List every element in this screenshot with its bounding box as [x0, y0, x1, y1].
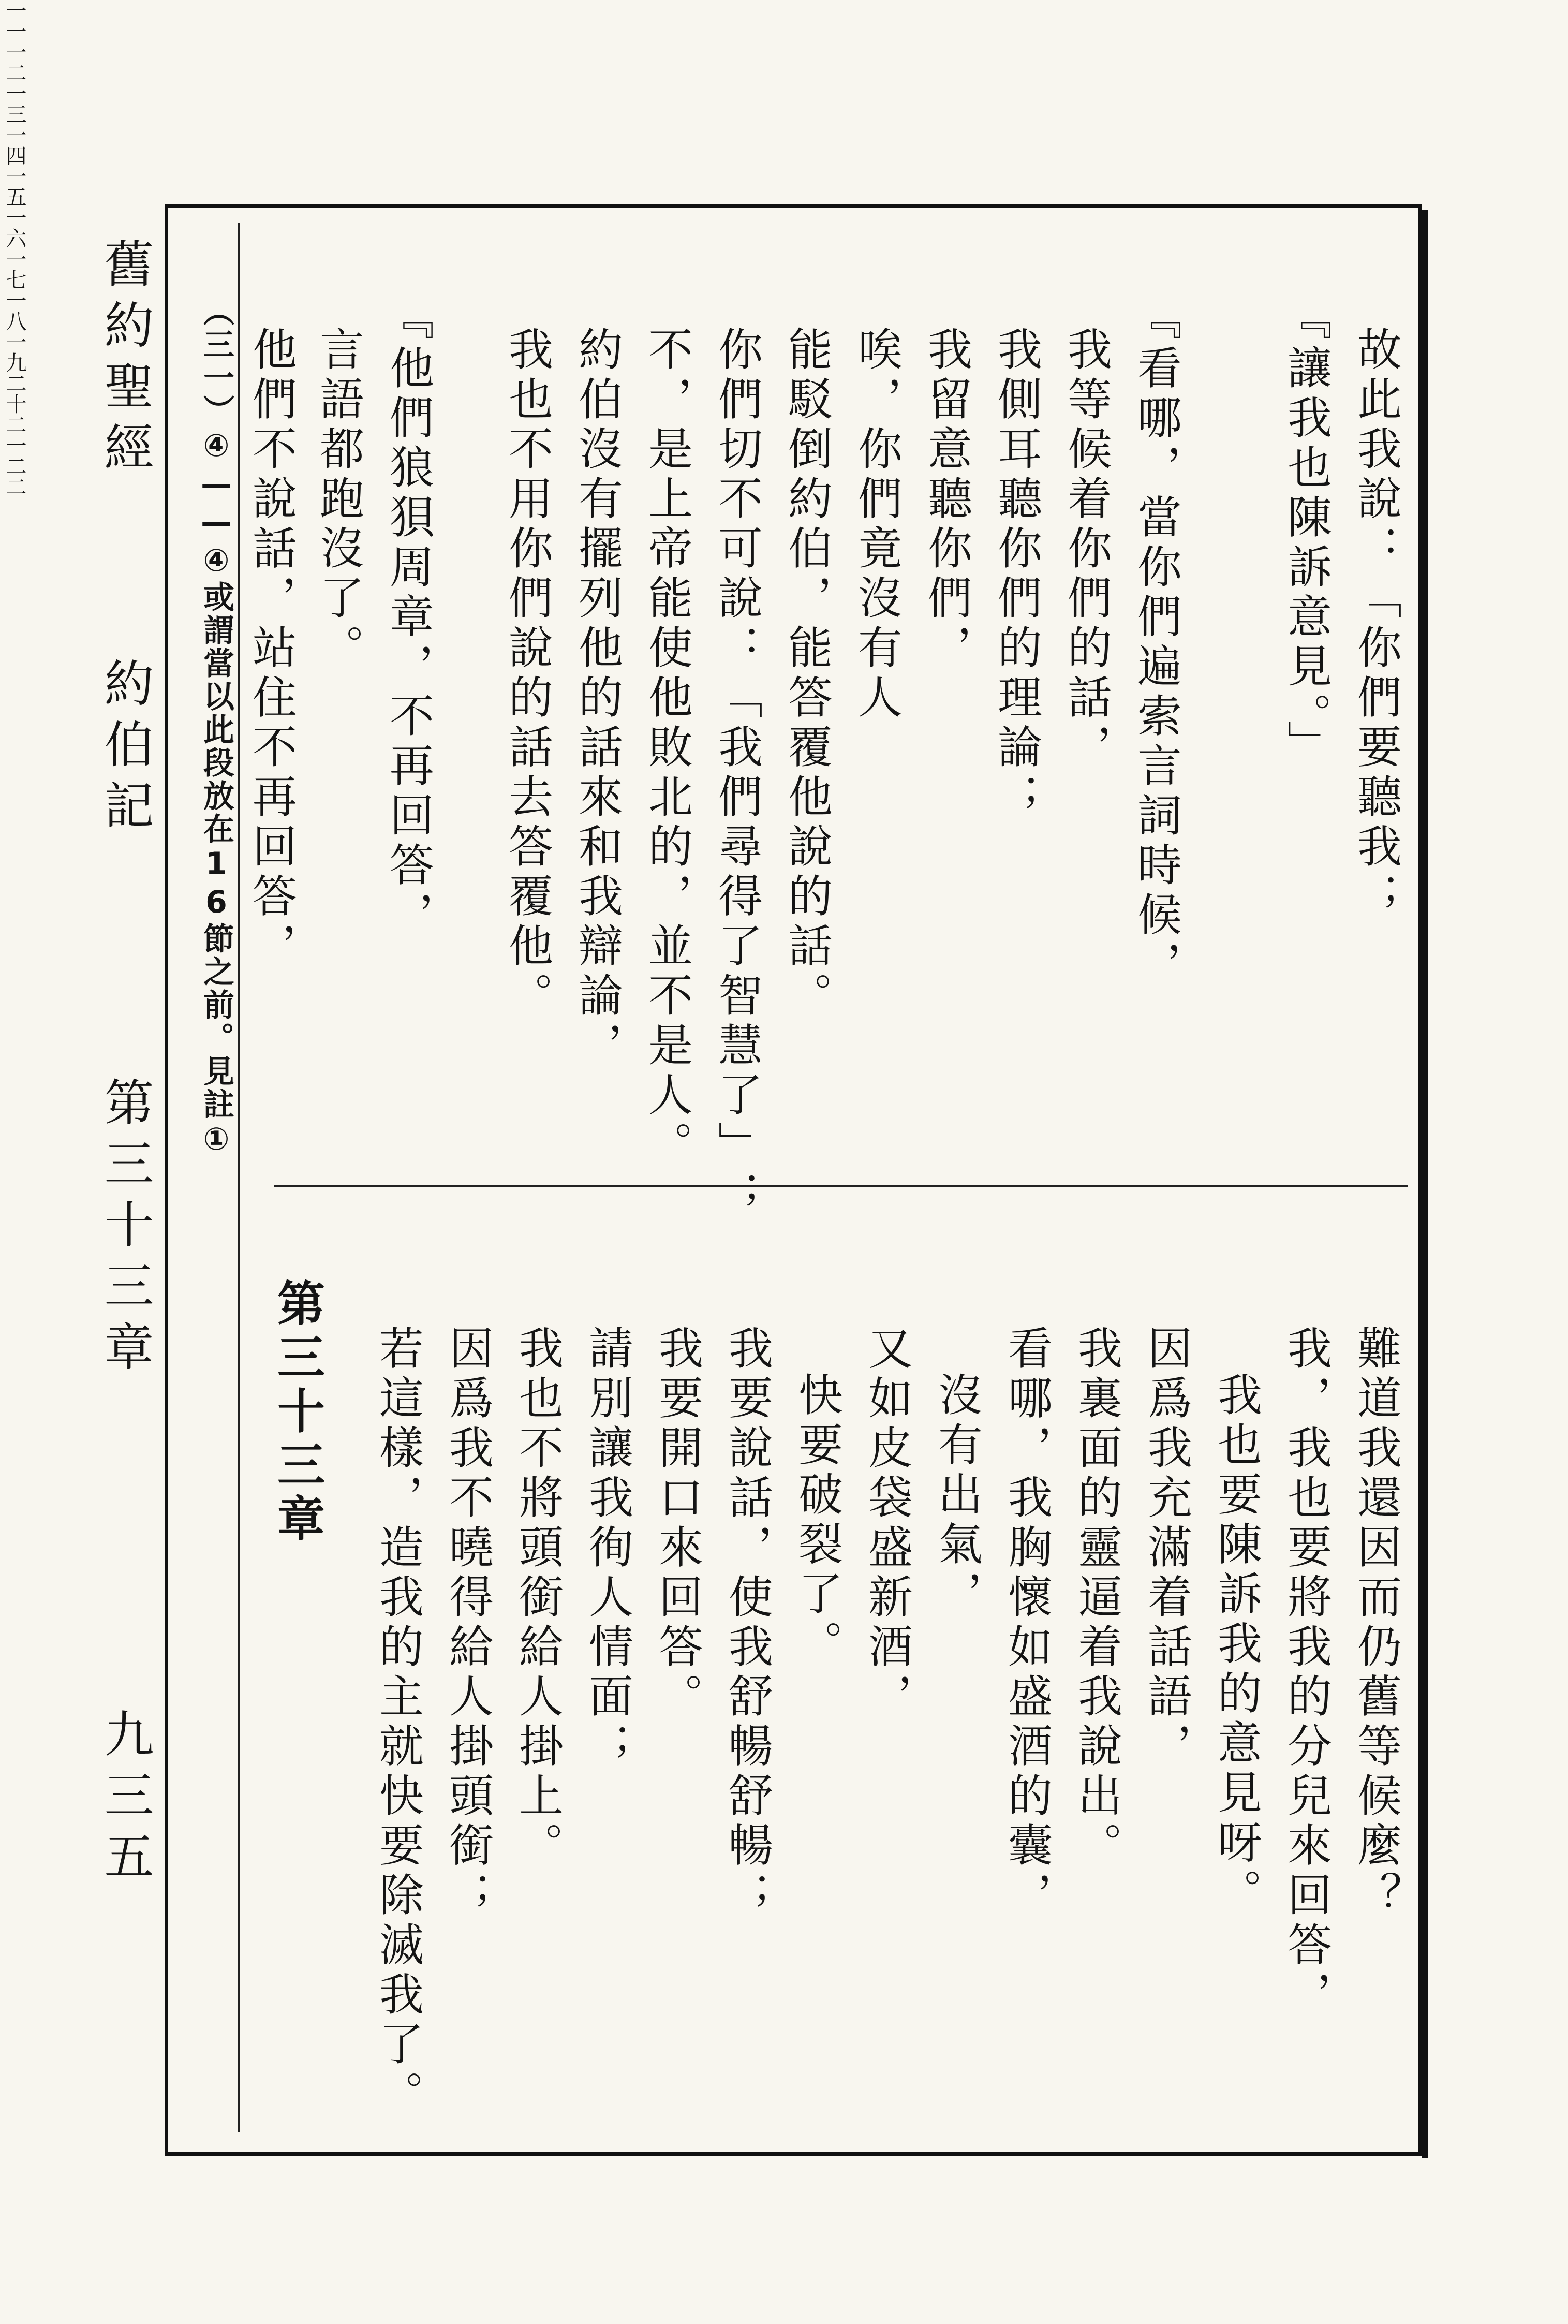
verse-number: 一二 [3, 41, 26, 83]
section-divider [274, 1185, 1408, 1187]
book-name: 約伯記 [96, 657, 154, 841]
frame-shadow [1422, 210, 1428, 2158]
verse-number: 一六 [3, 207, 26, 248]
verse-number: 二十 [3, 373, 26, 414]
verse-line: 他們不說話，站住不再回答， [245, 326, 297, 972]
verse-line: 我要開口來回答。 [651, 1325, 703, 1723]
verse-line: 『看哪，當你們遍索言詞時候， [1130, 295, 1181, 991]
verse-number: 二二 [3, 455, 26, 497]
verse-number: 一四 [3, 124, 26, 166]
verse-line: 又如皮袋盛新酒， [861, 1325, 912, 1723]
verse-number: 一九 [3, 331, 26, 373]
verse-line: 我留意聽你們， [920, 326, 972, 674]
verse-line: 我要說話，使我舒暢舒暢； [721, 1325, 773, 1921]
running-header [67, 228, 171, 1936]
verse-line: 約伯沒有擺列他的話來和我辯論， [571, 326, 623, 1071]
verse-line: 我等候着你們的話， [1060, 326, 1112, 773]
verse-line: 你們切不可說：「我們尋得了智慧了」； [711, 326, 762, 1220]
verse-line: 『他們狼狽周章，不再回答， [382, 295, 434, 941]
verse-line: 能駁倒約伯，能答覆他說的話。 [780, 326, 832, 1022]
verse-number: 一五 [3, 166, 26, 207]
verse-number: 一八 [3, 290, 26, 331]
verse-line: 我也不將頭銜給人掛上。 [511, 1325, 563, 1872]
verse-line: 我也不用你們說的話去答覆他。 [501, 326, 553, 1022]
page-number: 九三五 [96, 1708, 154, 1891]
verse-line: 快要破裂了。 [791, 1372, 842, 1670]
footnote: （三一）④——④或謂當以此段放在16節之前。見註① [198, 295, 234, 1159]
verse-line: 沒有出氣， [930, 1372, 982, 1620]
verse-line: 我，我也要將我的分兒來回答， [1280, 1325, 1332, 2021]
verse-line: 唉，你們竟沒有人 [850, 326, 902, 724]
verse-line: 因爲我充滿着話語， [1140, 1325, 1192, 1772]
verse-number: 一三 [3, 83, 26, 124]
verse-line: 因爲我不曉得給人掛頭銜； [441, 1325, 493, 1921]
verse-line: 我側耳聽你們的理論； [990, 326, 1042, 823]
verse-line: 言語都跑沒了。 [312, 326, 364, 674]
chapter-heading: 第三十三章 [270, 1278, 325, 1548]
verse-number: 一一 [3, 0, 26, 41]
verse-number: 二一 [3, 414, 26, 455]
verse-line: 難道我還因而仍舊等候麼？ [1350, 1325, 1401, 1921]
verse-line: 不，是上帝能使他敗北的，並不是人。 [641, 326, 692, 1171]
verse-line: 故此我說：「你們要聽我； [1350, 326, 1401, 922]
verse-line: 請別讓我徇人情面； [581, 1325, 633, 1772]
verse-number: 一七 [3, 248, 26, 290]
verse-line: 我也要陳訴我的意見呀。 [1210, 1372, 1262, 1918]
verse-line: 看哪，我胸懷如盛酒的囊， [1000, 1325, 1052, 1921]
book-title: 舊約聖經 [96, 238, 154, 482]
chapter-label: 第三十三章 [96, 1077, 154, 1382]
verse-line: 若這樣，造我的主就快要除滅我了。 [372, 1325, 423, 2120]
verse-line: 我裏面的靈逼着我說出。 [1070, 1325, 1122, 1872]
verse-line: 『讓我也陳訴意見。」 [1280, 295, 1332, 770]
